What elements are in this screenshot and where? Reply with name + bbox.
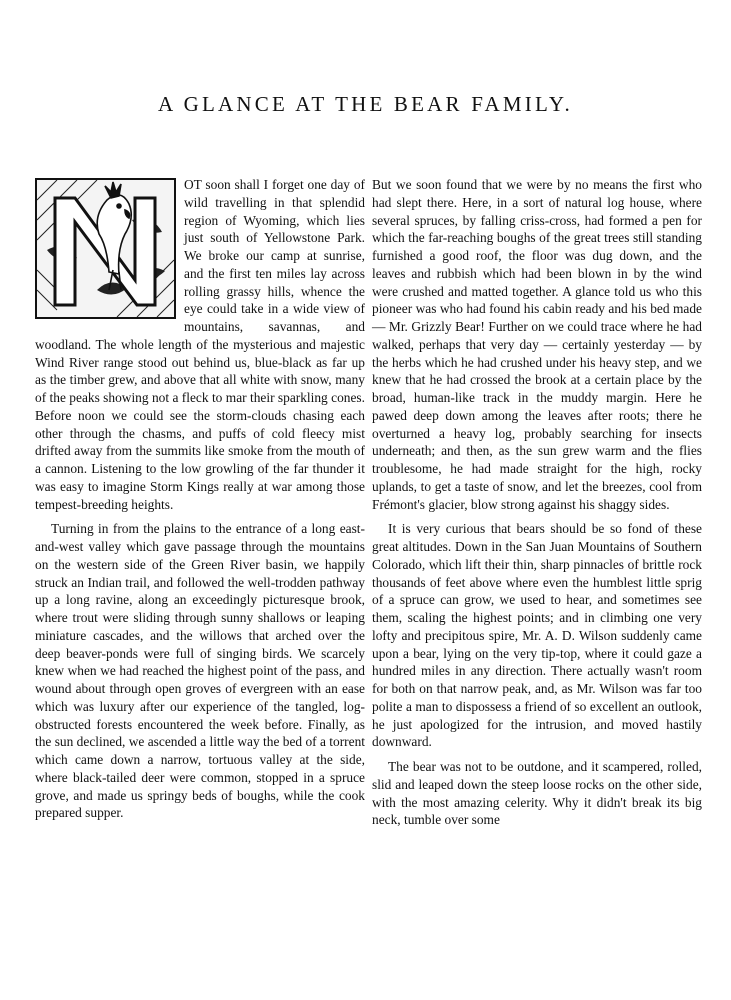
paragraph: But we soon found that we were by no means the first who had slept there. Here, in a sort of natural log house, where several spruces, by falling criss-cross, had formed a pen for which the far-reaching boughs of the great trees still standing furnished a good roof, the floor was dug down, and the leaves and rubbish which had been blown in by the wind were crushed and matted together. A glance told us who this pioneer was who had found his cabin ready and his bed made — Mr. Grizzly Bear! Further on we could trace where he had walked, perhaps that very day — certainly yesterday — by the herbs which he had crushed under his heavy step, and we knew that he had crossed the brook at a certain place by the broad, human-like track in the muddy margin. Here he pawed deep down among the leaves after roots; there he overturned a heavy log, probably searching for insects underneath; and then, as the sun grew warm and the flies troublesome, he had made straight for the high, rocky uplands, to get a taste of snow, and let the breezes, cool from Frémont's glacier, blow strong against his shaggy sides.	[372, 177, 702, 512]
right-column	[372, 176, 702, 836]
left-column	[35, 176, 365, 829]
paragraph: OT soon shall I forget one day of wild travelling in that splendid region of Wyoming, which lies just south of Yellowstone Park. We broke our camp at sunrise, and the first ten miles lay across rolling grassy hills, whence the eye could take in a wide view of mountains, savannas, and woodland. The whole length of the mysterious and majestic Wind River range stood out behind us, blue-black as far up as the timber grew, and above that all white with snow, many of the peaks showing not a fleck to mar their sparkling cones. Before noon we could see the storm-clouds chasing each other through the chasms, and puffs of cold fleecy mist drifted away from the summits like smoke from the mouth of a cannon. Listening to the low growling of the far thunder it was easy to imagine Storm Kings really at war among those tempest-breeding heights.	[35, 177, 365, 512]
paragraph: Turning in from the plains to the entrance of a long east-and-west valley which gave passage through the mountains on the western side of the Green River basin, we happily struck an Indian trail, and followed the well-trodden pathway up a long ravine, along an exceedingly picturesque brook, where trout were sliding through sunny shallows or leaping miniature cascades, and the willows that arched over the deep beaver-ponds were full of singing birds. We scarcely knew when we had reached the highest point of the pass, and wound about through open groves of evergreen with an ease which was luxury after our experience of the tangled, log-obstructed forests encountered the week before. Finally, as the sun declined, we ascended a little way the bed of a torrent which came down a narrow, tortuous valley at the side, where black-tailed deer were common, stopped in a spruce grove, and made us springy beds of boughs, while the cook prepared supper.	[35, 521, 365, 821]
article-title: A GLANCE AT THE BEAR FAMILY.	[158, 92, 573, 116]
paragraph: The bear was not to be outdone, and it scampered, rolled, slid and leaped down the steep loose rocks on the other side, with the most amazing celerity. Why it didn't break its big neck, tumble over some	[372, 759, 702, 828]
paragraph: It is very curious that bears should be so fond of these great altitudes. Down in the San Juan Mountains of Southern Colorado, which lift their thin, sharp pinnacles of brittle rock thousands of feet above where even the humblest little sprig of a spruce can grow, we used to hear, and sometimes see them, scaling the highest points; and in climbing one very lofty and precipitous spire, Mr. A. D. Wilson suddenly came upon a bear, lying on the very tip-top, where it could gaze a hundred miles in any direction. There actually wasn't room for both on that narrow peak, and, as Mr. Wilson was far too polite a man to dispossess a friend of so excellent an outlook, he just apologized for the intrusion, and moved hastily downward.	[372, 521, 702, 750]
ornate-initial-n-icon	[35, 178, 176, 319]
